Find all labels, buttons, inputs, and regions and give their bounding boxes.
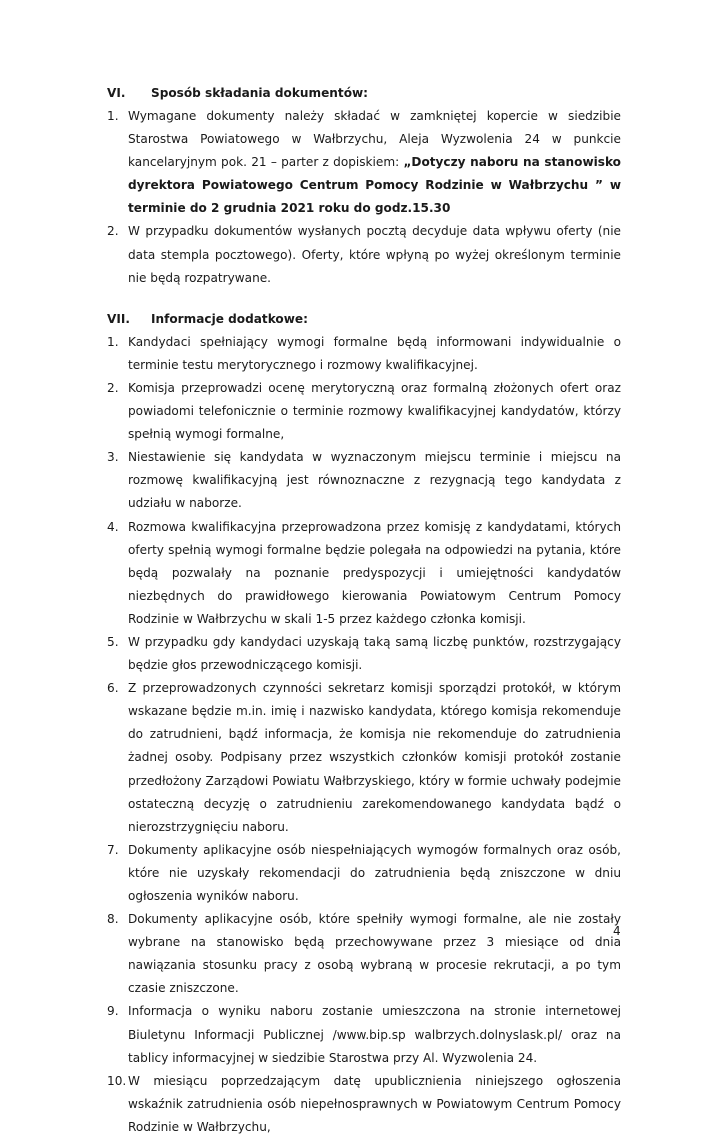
item-text (128, 105, 621, 220)
list-item (107, 631, 621, 677)
item-text: Dokumenty aplikacyjne osób, które spełniły wymogi formalne, ale nie zostały wybrane na stanowisko będą przechowywane przez 3 miesiące od dnia nawiązania stosunku pracy z osobą wybraną w procesie rekrutacji, a po tym czasie zniszczone. (128, 912, 621, 996)
section-vi-list (107, 105, 621, 290)
item-number: 9. (107, 1004, 119, 1019)
list-item (107, 446, 621, 515)
item-number: 7. (107, 842, 119, 857)
section-title: Sposób składania dokumentów: (151, 86, 369, 100)
section-heading-vi (107, 82, 621, 105)
list-item (107, 1000, 621, 1069)
item-text: Informacja o wyniku naboru zostanie umieszczona na stronie internetowej Biuletynu Informacji Publicznej /www.bip.sp walbrzych.dolnyslask.pl/ oraz na tablicy informacyjnej w siedzibie Starostwa przy Al. Wyzwolenia 24. (128, 1004, 621, 1065)
section-number: VI. (107, 86, 126, 100)
item-number: 2. (107, 380, 119, 395)
item-number: 2. (107, 224, 119, 239)
section-title: Informacje dodatkowe: (151, 311, 308, 326)
item-text: Dokumenty aplikacyjne osób niespełniających wymogów formalnych oraz osób, które nie uzyskały rekomendacji do zatrudnienia będą zniszczone w dniu ogłoszenia wyników naboru. (128, 842, 621, 903)
item-text-bold: „Dotyczy naboru na stanowisko dyrektora Powiatowego Centrum Pomocy Rodzinie w Wałbrzychu ” w terminie do 2 grudnia 2021 roku do godz.15.30 (128, 155, 621, 216)
list-item (107, 516, 621, 631)
list-item (107, 377, 621, 446)
section-vii-list (107, 331, 621, 1139)
item-text: W przypadku dokumentów wysłanych pocztą decyduje data wpływu oferty (nie data stempla pocztowego). Oferty, które wpłyną po wyżej określonym terminie nie będą rozpatrywane. (128, 224, 621, 285)
item-text: Rozmowa kwalifikacyjna przeprowadzona przez komisję z kandydatami, których oferty spełnią wymogi formalne będzie polegała na odpowiedzi na pytania, które będą pozwalały na poznanie predyspozycji i umiejętności kandydatów niezbędnych do prawidłowego kierowania Powiatowym Centrum Pomocy Rodzinie w Wałbrzychu w skali 1-5 przez każdego członka komisji. (128, 519, 621, 626)
item-number: 8. (107, 912, 119, 927)
item-number: 1. (107, 334, 119, 349)
item-number: 5. (107, 634, 119, 649)
list-item (107, 331, 621, 377)
item-text: Komisja przeprowadzi ocenę merytoryczną oraz formalną złożonych ofert oraz powiadomi telefonicznie o terminie rozmowy kwalifikacyjnej kandydatów, którzy spełnią wymogi formalne, (128, 380, 621, 442)
item-number: 1. (107, 109, 119, 123)
document-page (107, 82, 621, 1139)
list-item (107, 220, 621, 289)
list-item (107, 839, 621, 908)
item-number: 4. (107, 519, 119, 534)
list-item (107, 908, 621, 1000)
item-text: Kandydaci spełniający wymogi formalne będą informowani indywidualnie o terminie testu merytorycznego i rozmowy kwalifikacyjnej. (128, 334, 621, 372)
item-text: W miesiącu poprzedzającym datę upublicznienia niniejszego ogłoszenia wskaźnik zatrudnienia osób niepełnosprawnych w Powiatowym Centrum Pomocy Rodzinie w Wałbrzychu, (128, 1073, 621, 1134)
spacer (107, 290, 621, 308)
page-number: 4 (613, 924, 621, 938)
section-number: VII. (107, 311, 130, 326)
item-text: Niestawienie się kandydata w wyznaczonym miejscu terminie i miejscu na rozmowę kwalifikacyjną jest równoznaczne z rezygnacją tego kandydata z udziału w naborze. (128, 450, 621, 511)
section-heading-vii (107, 308, 621, 331)
list-item (107, 677, 621, 839)
item-text-regular: Wymagane dokumenty należy składać w zamkniętej kopercie w siedzibie Starostwa Powiatowego w Wałbrzychu, Aleja Wyzwolenia 24 w punkcie kancelaryjnym pok. 21 – parter z dopiskiem: (128, 109, 621, 170)
list-item (107, 1070, 621, 1139)
item-text: W przypadku gdy kandydaci uzyskają taką samą liczbę punktów, rozstrzygający będzie głos przewodniczącego komisji. (128, 634, 621, 673)
item-number: 6. (107, 681, 119, 696)
item-number: 10. (107, 1073, 127, 1088)
list-item (107, 105, 621, 220)
item-text: Z przeprowadzonych czynności sekretarz komisji sporządzi protokół, w którym wskazane będzie m.in. imię i nazwisko kandydata, którego komisja rekomenduje do zatrudnieni, bądź informacja, że komisja nie rekomenduje do zatrudnienia żadnej osoby. Podpisany przez wszystkich członków komisji protokół zostanie przedłożony Zarządowi Powiatu Wałbrzyskiego, który w formie uchwały podejmie ostateczną decyzję o zatrudnieniu zarekomendowanego kandydata bądź o nierozstrzygnięciu naboru. (128, 681, 621, 834)
item-number: 3. (107, 450, 119, 465)
